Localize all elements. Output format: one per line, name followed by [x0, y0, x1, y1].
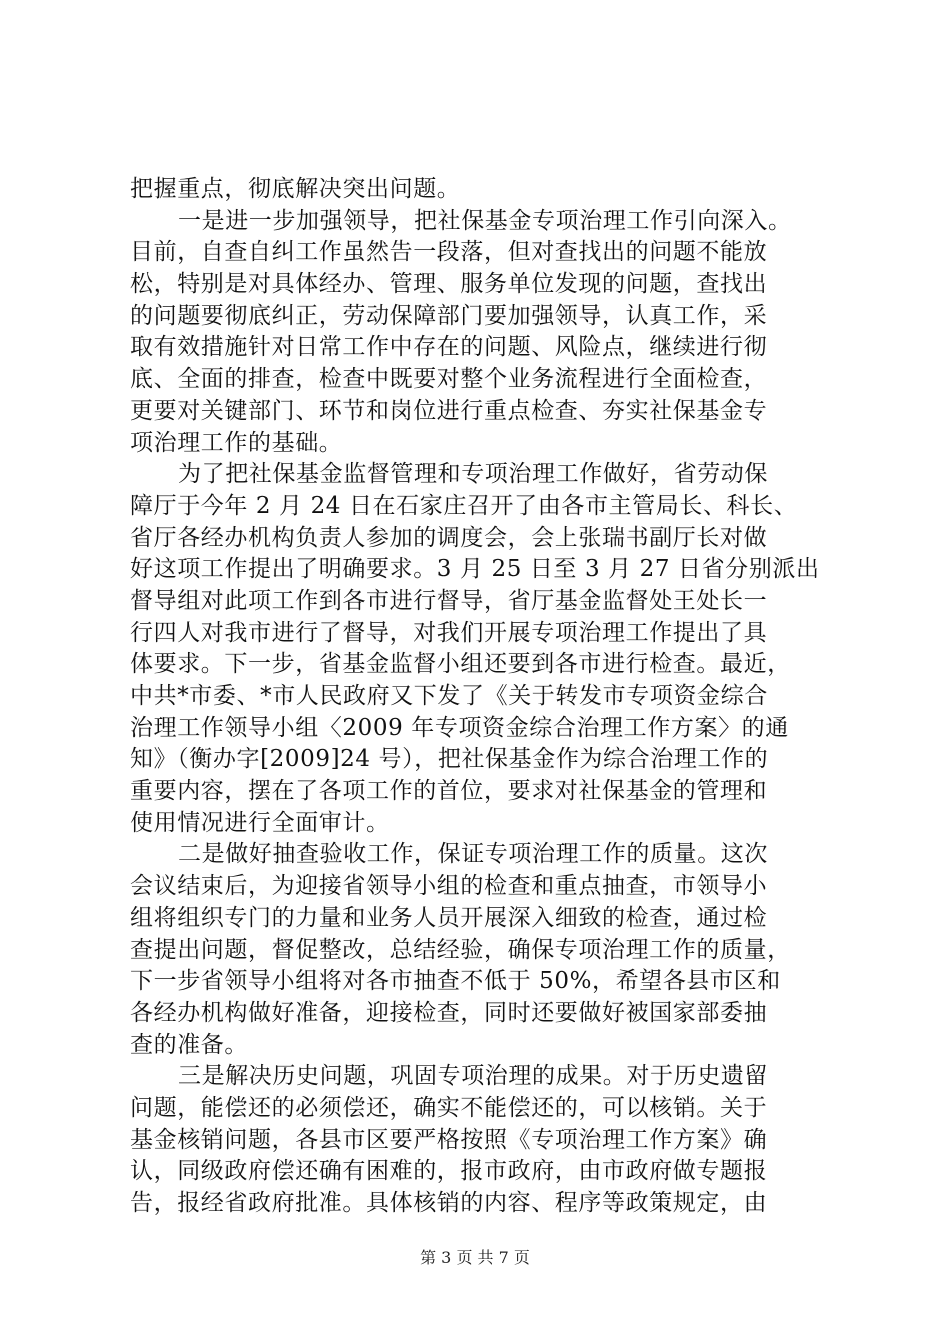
- text-line: 组将组织专门的力量和业务人员开展深入细致的检查，通过检: [130, 904, 768, 931]
- text-line: 底、全面的排查，检查中既要对整个业务流程进行全面检查，: [130, 366, 768, 393]
- text-line: 督导组对此项工作到各市进行督导，省厅基金监督处王处长一: [130, 587, 768, 614]
- text-line: 基金核销问题，各县市区要严格按照《专项治理工作方案》确: [130, 1126, 768, 1153]
- text-line: 查的准备。: [130, 1031, 248, 1058]
- text-line: 认，同级政府偿还确有困难的，报市政府，由市政府做专题报: [130, 1158, 768, 1185]
- text-line: 一是进一步加强领导，把社保基金专项治理工作引向深入。: [178, 207, 792, 234]
- text-line: 目前，自查自纠工作虽然告一段落，但对查找出的问题不能放: [130, 239, 768, 266]
- text-line: 中共*市委、*市人民政府又下发了《关于转发市专项资金综合: [130, 683, 768, 709]
- text-line: 的问题要彻底纠正，劳动保障部门要加强领导，认真工作，采: [130, 302, 768, 329]
- text-line: 二是做好抽查验收工作，保证专项治理工作的质量。这次: [178, 841, 768, 868]
- text-line: 障厅于今年 2 月 24 日在石家庄召开了由各市主管局长、科长、: [130, 492, 798, 519]
- text-line: 行四人对我市进行了督导，对我们开展专项治理工作提出了具: [130, 619, 768, 646]
- text-line: 更要对关键部门、环节和岗位进行重点检查、夯实社保基金专: [130, 397, 768, 424]
- text-line: 取有效措施针对日常工作中存在的问题、风险点，继续进行彻: [130, 334, 768, 361]
- text-line: 体要求。下一步，省基金监督小组还要到各市进行检查。最近，: [130, 651, 791, 678]
- text-line: 项治理工作的基础。: [130, 429, 343, 456]
- text-line: 松，特别是对具体经办、管理、服务单位发现的问题，查找出: [130, 271, 768, 298]
- text-line: 会议结束后，为迎接省领导小组的检查和重点抽查，市领导小: [130, 873, 768, 900]
- text-line: 治理工作领导小组〈2009 年专项资金综合治理工作方案〉的通: [130, 714, 789, 741]
- body-text: [130, 174, 830, 1220]
- text-line: 好这项工作提出了明确要求。3 月 25 日至 3 月 27 日省分别派出: [130, 556, 820, 583]
- text-line: 告，报经省政府批准。具体核销的内容、程序等政策规定，由: [130, 1190, 768, 1216]
- text-line: 三是解决历史问题，巩固专项治理的成果。对于历史遗留: [178, 1063, 768, 1090]
- text-line: 重要内容，摆在了各项工作的首位，要求对社保基金的管理和: [130, 778, 768, 805]
- text-line: 各经办机构做好准备，迎接检查，同时还要做好被国家部委抽: [130, 999, 768, 1026]
- text-line: 问题，能偿还的必须偿还，确实不能偿还的，可以核销。关于: [130, 1094, 768, 1121]
- text-line: 知》（衡办字[2009]24 号），把社保基金作为综合治理工作的: [130, 746, 769, 773]
- text-line: 把握重点，彻底解决突出问题。: [130, 176, 461, 202]
- text-line: 省厅各经办机构负责人参加的调度会，会上张瑞书副厅长对做: [130, 524, 768, 551]
- text-line: 为了把社保基金监督管理和专项治理工作做好，省劳动保: [178, 461, 768, 488]
- page-footer: 第 3 页 共 7 页: [420, 1248, 530, 1267]
- text-line: 查提出问题，督促整改，总结经验，确保专项治理工作的质量，: [130, 936, 791, 963]
- text-line: 使用情况进行全面审计。: [130, 809, 390, 836]
- text-line: 下一步省领导小组将对各市抽查不低于 50%，希望各县市区和: [130, 968, 781, 995]
